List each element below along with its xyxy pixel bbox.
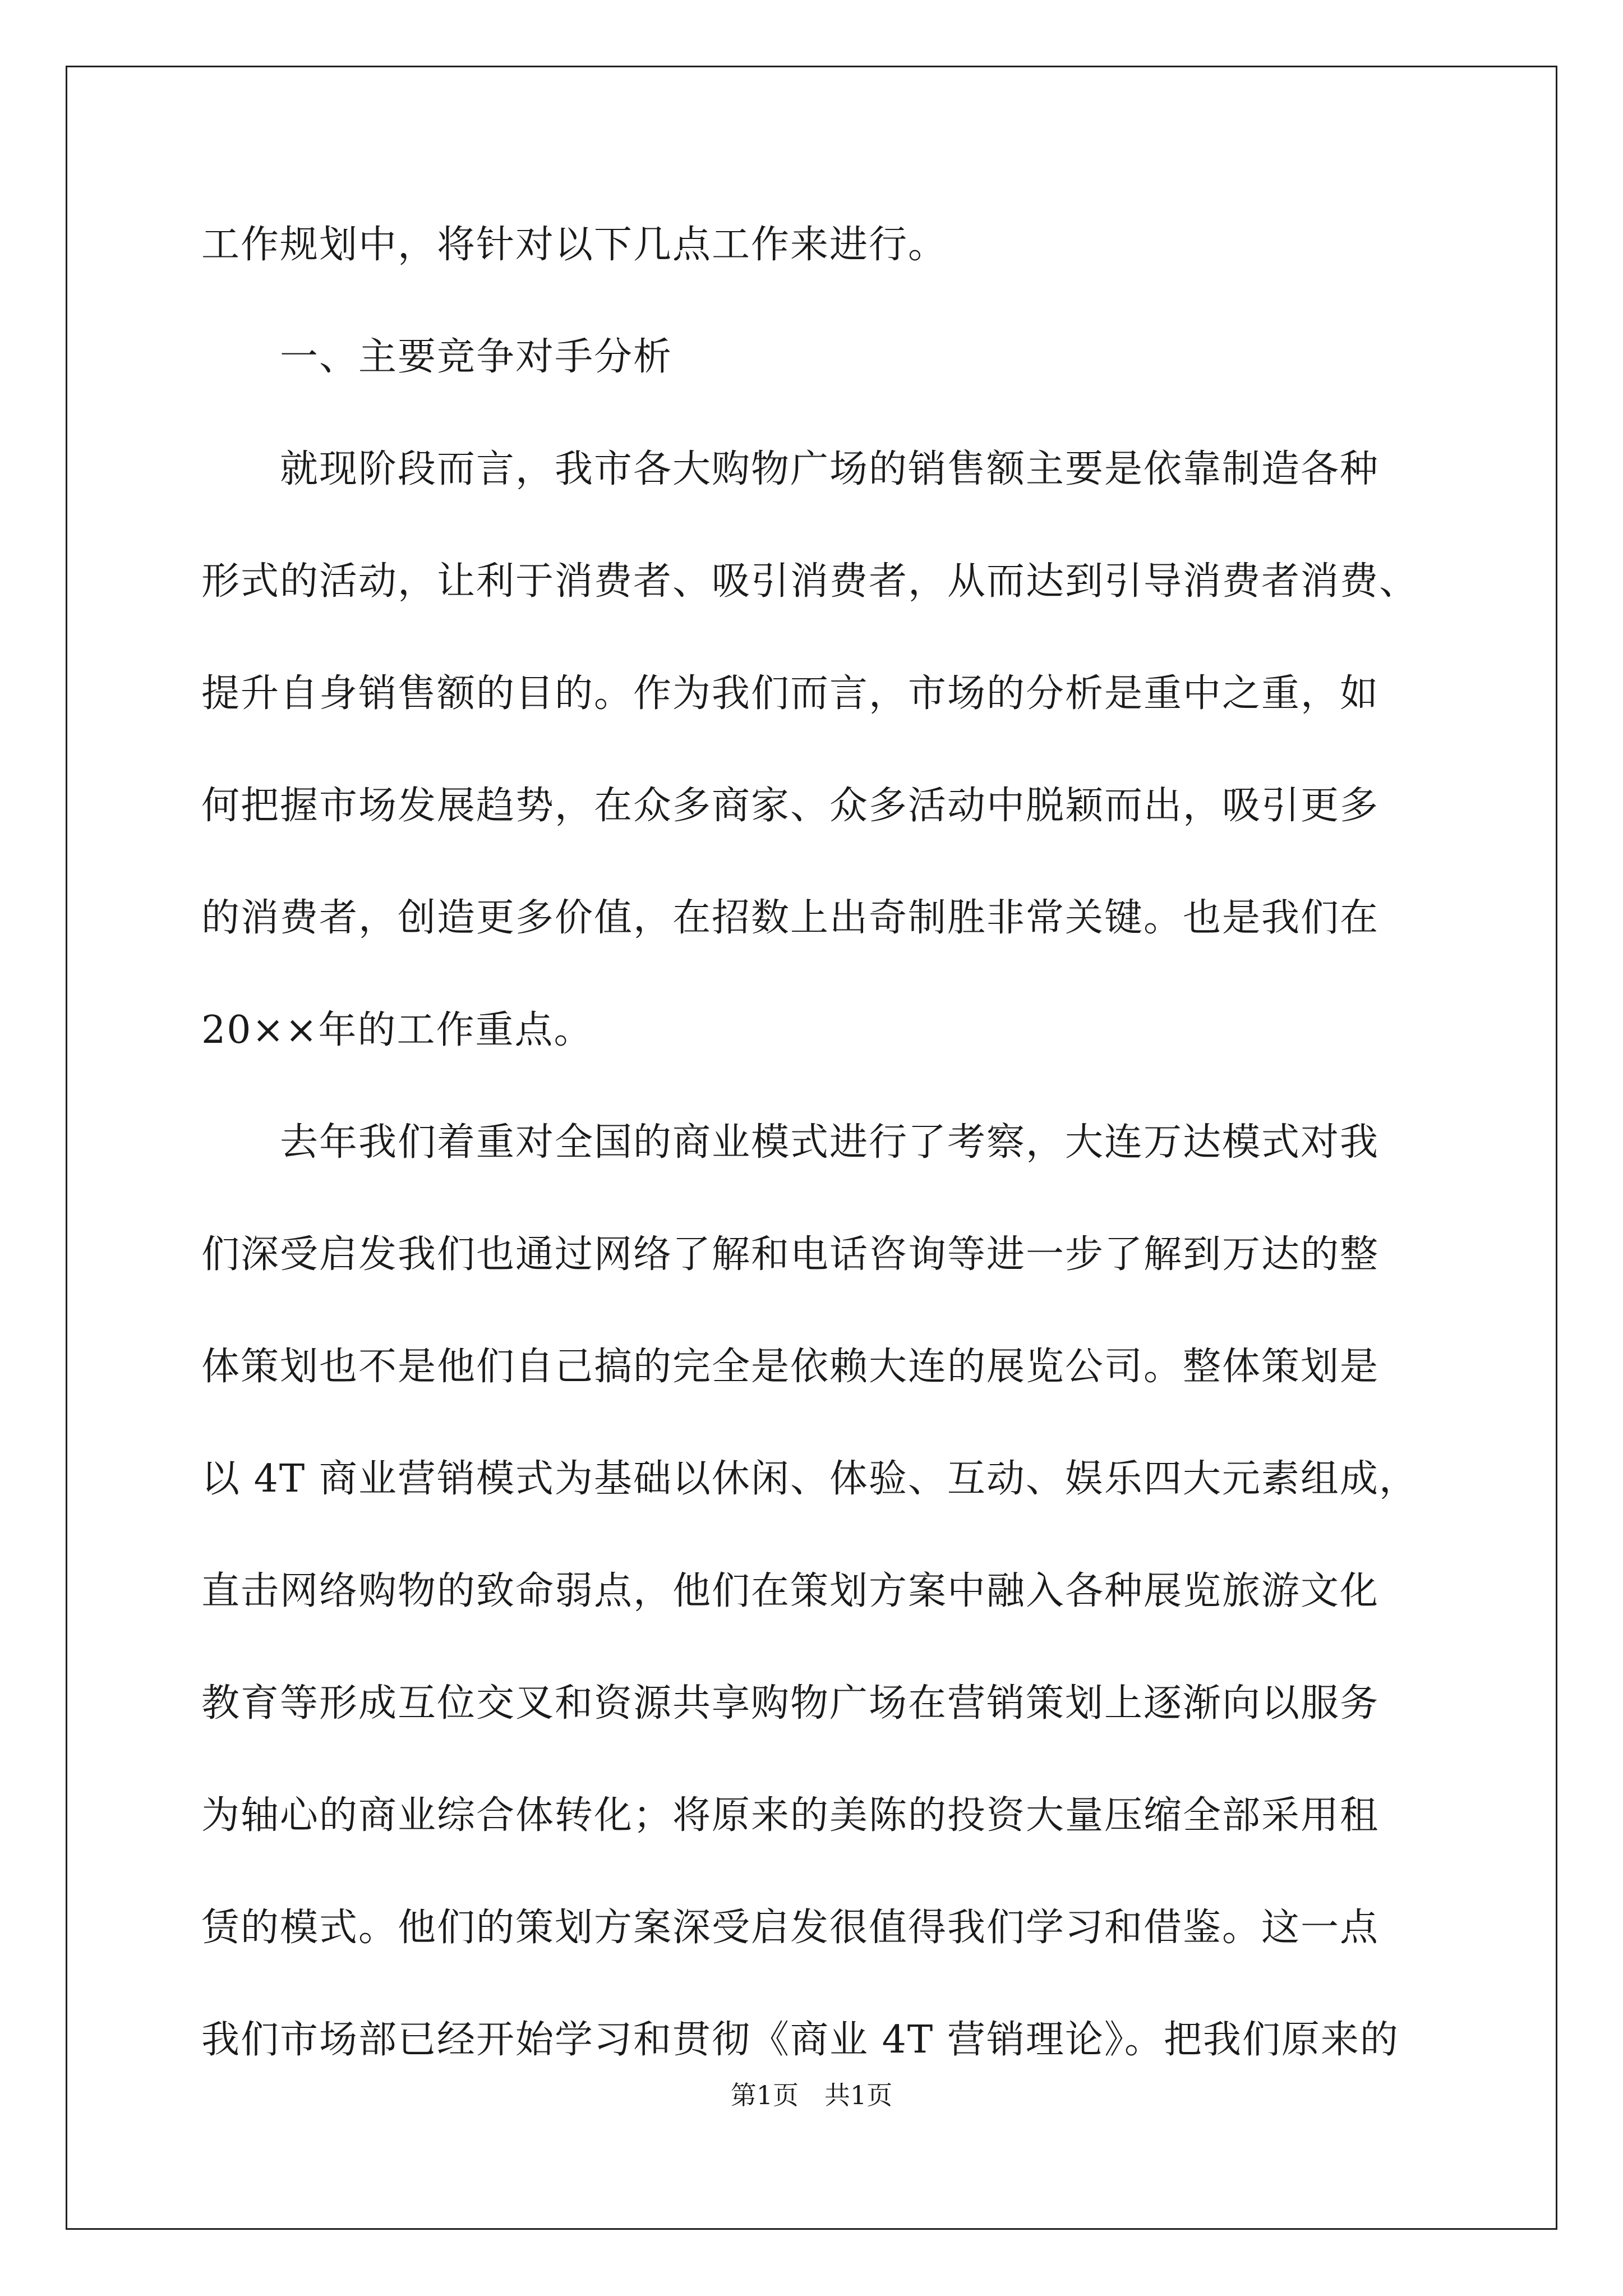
section-heading: 一、主要竞争对手分析 bbox=[201, 335, 673, 379]
text-line-5: 提升自身销售额的目的。作为我们而言，市场的分析是重中之重，如 bbox=[201, 671, 1380, 716]
page-footer: 第1页 共1页 bbox=[730, 2080, 893, 2110]
text-line-14: 教育等形成互位交叉和资源共享购物广场在营销策划上逐渐向以服务 bbox=[201, 1681, 1380, 1726]
text-line-11: 体策划也不是他们自己搞的完全是依赖大连的展览公司。整体策划是 bbox=[201, 1345, 1380, 1389]
text-line-8: 20××年的工作重点。 bbox=[201, 1008, 593, 1052]
text-line-16: 赁的模式。他们的策划方案深受启发很值得我们学习和借鉴。这一点 bbox=[201, 1906, 1380, 1950]
text-line-9: 去年我们着重对全国的商业模式进行了考察，大连万达模式对我 bbox=[201, 1120, 1380, 1165]
text-line-17: 我们市场部已经开始学习和贯彻《商业 4T 营销理论》。把我们原来的 bbox=[201, 2018, 1399, 2062]
text-line-6: 何把握市场发展趋势，在众多商家、众多活动中脱颖而出，吸引更多 bbox=[201, 784, 1380, 828]
text-line-10: 们深受启发我们也通过网络了解和电话咨询等进一步了解到万达的整 bbox=[201, 1232, 1380, 1277]
text-line-7: 的消费者，创造更多价值，在招数上出奇制胜非常关键。也是我们在 bbox=[201, 896, 1380, 940]
text-line-12: 以 4T 商业营销模式为基础以休闲、体验、互动、娱乐四大元素组成， bbox=[201, 1457, 1418, 1501]
text-line-13: 直击网络购物的致命弱点，他们在策划方案中融入各种展览旅游文化 bbox=[201, 1569, 1380, 1613]
text-line-4: 形式的活动，让利于消费者、吸引消费者，从而达到引导消费者消费、 bbox=[201, 559, 1419, 604]
text-line-1: 工作规划中，将针对以下几点工作来进行。 bbox=[201, 223, 948, 267]
text-line-3: 就现阶段而言，我市各大购物广场的销售额主要是依靠制造各种 bbox=[201, 447, 1380, 491]
text-line-15: 为轴心的商业综合体转化；将原来的美陈的投资大量压缩全部采用租 bbox=[201, 1793, 1380, 1838]
